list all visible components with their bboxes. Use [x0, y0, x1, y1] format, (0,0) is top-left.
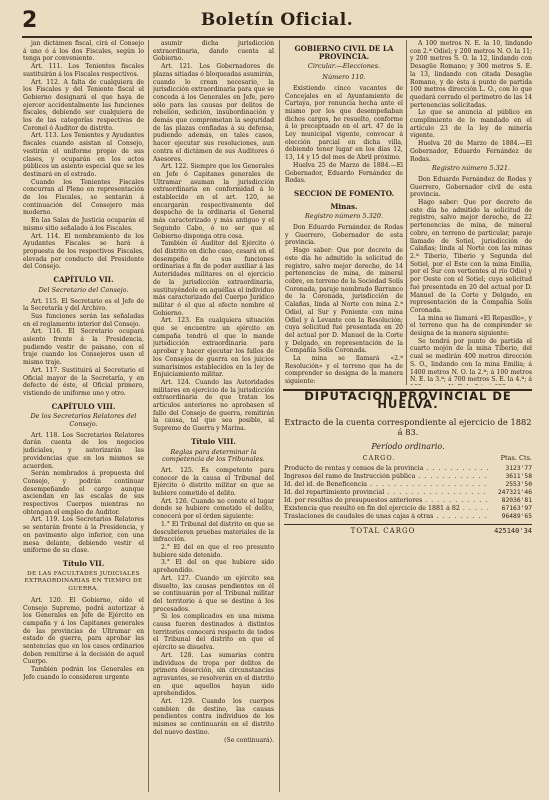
paragraph: Huelva 25 de Marzo de 1884.—El Gobernador, Eduardo Fernández de Rodas. — [285, 161, 403, 185]
column-4 — [410, 40, 532, 385]
period-label: Período ordinario. — [371, 442, 445, 451]
section-heading: Reglas para determinar la competencia de los Tribunales. — [162, 447, 265, 464]
paragraph: Art. 117. Sustituirá al Secretario el Oficial mayor de la Secretaría, y en defecto de éste, el Oficial primero, vistiendo de uniforme uno y otro. — [23, 366, 144, 397]
paragraph: Serán nombrados á propuesta del Consejo, y podrán continuar desempeñando el cargo aunque asciendan en las escalas de sus respectivos Cuerpos mientras no obtengan el empleo de Auditor. — [23, 470, 144, 516]
paragraph: Art. 126. Cuando no conste el lugar donde se hubiere cometido el delito, conocerá por el órden siguiente: — [153, 497, 274, 521]
account-row-amount: 3123'77 — [505, 465, 532, 472]
paragraph: Art. 122. Siempre que los Generales en Jefe ó Capitanes generales de Ultramar asuman la jurisdicción extraordinaria en conformidad á lo establecido en el art. 120, se encargarán respectivamente del despacho de la ordinaria el General más caracterizado y más antiguo y el Segundo Cabo, ó no ser que el Gobierno disponga otra cosa. — [153, 163, 274, 240]
section-heading: Registro número 5.320. — [304, 212, 384, 221]
paragraph: Art. 111. Los Tenientes fiscales sustituirán á los Fiscales respectivos. — [23, 63, 144, 78]
section-heading: CAPÍTULO VII. — [53, 275, 114, 285]
section-heading: DE LAS FACULTADES JUDICIALES EXTRAORDINARIAS EN TIEMPO DE GUERRA. — [24, 570, 143, 593]
account-row-amount: 82036'81 — [501, 497, 532, 504]
account-header — [284, 454, 532, 462]
account-row — [284, 481, 532, 489]
account-row-amount: 96489'65 — [501, 513, 532, 520]
section-heading: De los Secretarios Relatores del Consejo. — [30, 412, 137, 429]
header-rule — [22, 36, 532, 38]
column-2 — [153, 40, 274, 792]
account-row-label: Id. del id. de Beneficencia . . . — [284, 481, 488, 489]
account-rows — [284, 465, 532, 521]
account-row-amount: 67163'97 — [501, 505, 532, 512]
paragraph: Sus funciones serán las señaladas en el reglamento interior del Consejo. — [23, 312, 144, 328]
paragraph: Art. 112. A falta de cualquiera de los Fiscales y del Teniente fiscal el Gobierno designará el que haya de ejercer accidentalmente las funciones fiscales, debiendo ser cualquiera de los de las categorías respectivas de Coronel ó Auditor de distrito. — [23, 78, 144, 132]
paragraph: Hago saber: Que por decreto de este día he admitido la solicitud de registro, salvo mejor derecho, de 14 pertenencias de mina, de mineral cobre, en terreno de la Sociedad Solís Coronada, paraje nombrado Barranco de la Coronada, jurisdicción de Calañas, linda al Norte con mina 2.ª Odiel, al Sur y Poniente con mina Odiel y á Levante con la Resolución; cuya solicitud fué presentada en 20 del actual por D. Manuel de la Corte y Delgado, en representación de la Compañía Solís Coronada. — [285, 247, 403, 355]
publication-title: Boletín Oficial. — [200, 10, 354, 30]
column-divider — [279, 40, 280, 792]
paragraph: Cuando los Tenientes Fiscales concurran al Pleno en representación de los Fiscales, se sentarán á continuación del Consejero más moderno. — [23, 178, 144, 217]
account-row — [284, 489, 532, 497]
account-row — [284, 473, 532, 481]
paragraph: Art. 115. El Secretario es el Jefe de la Secretaría y del Archivo. — [23, 297, 144, 313]
paragraph: Huelva 20 de Marzo de 1884.—El Gobernador, Eduardo Fernández de Rodas. — [410, 140, 532, 163]
total-row — [284, 524, 532, 535]
account-row-label: Id. por resultas de presupuestos anteriores . . . — [284, 497, 488, 505]
account-row — [284, 505, 532, 513]
paragraph: Art. 128. Las sumarias contra individuos de tropa por delitos de primera deserción, sin circunstancias agravantes, se resolverán en el distrito en que aquellos hayan sido aprehendidos. — [153, 651, 274, 698]
paragraph: Art. 127. Cuando un ejército sea disuelto, las causas pendientes en él se continuarán por el Tribunal militar del territorio á que se destine á los procesados. — [153, 574, 274, 613]
paragraph: Art. 113. Los Tenientes y Ayudantes fiscales cuando asistan al Consejo, vestirán el uniforme propio de sus clases, y ocuparán en los actos públicos un asiento especial que se les destinará en el estrado. — [23, 132, 144, 178]
paragraph: Lo que se anuncia al público en cumplimiento de lo mandado en el artículo 23 de la ley de minería vigente. — [410, 109, 532, 140]
paragraph: Si los complicados en una misma causa fueren destinados á distintos territorios conocerá respecto de todos el Tribunal del distrito en que el ejército se disuelva. — [153, 613, 274, 652]
paragraph: Art. 116. El Secretario ocupará asiento frente á la Presidencia, pudiendo vestir de paisano, con el traje cuando los Consejeros usen el mismo traje. — [23, 328, 144, 367]
paragraph: Art. 125. Es competente para conocer de la causa el Tribunal del Ejército ó distrito militar en que se hubiere cometido el delito. — [153, 466, 274, 498]
paragraph: También podrán los Generales en Jefe cuando lo consideren urgente — [23, 666, 144, 681]
column-1 — [23, 40, 144, 792]
cargo-label: CARGO. — [362, 454, 396, 462]
account-row-label: Id. del repartimiento provincial . . . — [284, 489, 488, 497]
paragraph: Art. 119. Los Secretarios Relatores se sentarán frente á la Presidencia, y en pavimento algo inferior, con una mesa delante, debiendo vestir el uniforme de su clase. — [23, 516, 144, 555]
account-row — [284, 497, 532, 505]
paragraph: Don Eduardo Fernández de Rodas y Guerrero, Gobernador civil de esta provincia. — [410, 175, 532, 199]
paragraph: asumir dicha jurisdicción extraordinaria, dando cuenta al Gobierno. — [153, 40, 274, 63]
paragraph: 2.° El del en que el reo presunto hubiere sido detenido. — [153, 544, 274, 559]
account-row-label: Traslaciones de caudales de unas cajas á otras . . . — [284, 513, 488, 521]
paragraph: Art. 129. Cuando los cuerpos cambien de destino, las causas pendientes contra individuos de los mismos se continuarán en el distrito del nuevo destino. — [153, 698, 274, 736]
account-row-amount: 2553'50 — [505, 481, 532, 488]
section-heading: Registro número 5.321. — [431, 164, 511, 173]
account-row-label: Existencia que resultó en fin del ejercicio de 1881 á 82 . . . — [284, 505, 488, 513]
page-number: 2 — [22, 8, 38, 33]
column-divider — [148, 40, 149, 792]
total-label: TOTAL CARGO — [350, 527, 416, 535]
section-heading: Minas. — [330, 201, 358, 211]
paragraph: Art. 118. Los Secretarios Relatores darán cuenta de los negocios judiciales, y autorizarán las providencias que en los mismos se acuerden. — [23, 431, 144, 470]
diputacion-title: DIPUTACION PROVINCIAL DE HUELVA. — [304, 389, 512, 411]
paragraph: También el Auditor del Ejército ó del distrito en dicho caso, cesará en el desempeño de sus funciones ordinarias á fin de poder auxiliar á las Autoridades militares en el ejercicio de la jurisdicción extraordinaria, sustituyéndole en aquéllas el individuo más caracterizado del Cuerpo Jurídico militar ó el que al efecto nombre el Gobierno. — [153, 240, 274, 317]
paragraph: Art. 114. El nombramiento de los Ayudantes Fiscales se hará á propuesta de los respectivos Fiscales, elevada por conducto del Presidente del Consejo. — [23, 232, 144, 271]
account-row-amount: 247321'46 — [497, 489, 532, 496]
account-row — [284, 513, 532, 521]
amount-label: Ptas. Cts. — [500, 454, 532, 462]
section-heading: Del Secretario del Consejo. — [38, 285, 129, 294]
section-heading: GOBIERNO CIVIL DE LA PROVINCIA. — [294, 44, 394, 61]
section-heading: CAPÍTULO VIII. — [51, 401, 116, 411]
section-heading: Número 110. — [322, 73, 366, 82]
paragraph: Art. 120. El Gobierno, oído el Consejo Supremo, podrá autorizar á los Generales en Jefe de Ejército en campaña y á los Capitanes generales de las provincias de Ultramar en estado de guerra, para aprobar las sentencias que en los casos ordinarios deben remitirse á la decisión de aquel Cuerpo. — [23, 596, 144, 666]
account-row-label: Producto de rentas y censos de la provincia . . . — [284, 465, 488, 473]
column-3 — [285, 40, 403, 385]
account-row — [284, 465, 532, 473]
paragraph: 3.° El del en que hubiere sido aprehendido. — [153, 559, 274, 575]
account-row-label: Ingresos del ramo de Instrucción pública . . . — [284, 473, 488, 481]
paragraph: La mina se llamará «El Repasillo», y el terreno que ha de comprender se designa de la manera siguiente: — [410, 314, 532, 338]
signature-line: (Se continuará). — [224, 736, 274, 744]
paragraph: En las Salas de Justicia ocuparán el mismo sitio señalado á los Fiscales. — [23, 217, 144, 232]
paragraph: Se tendrá por punto de partida el cuarto mojón de la mina Tiberio, del cual se medirán 400 metros dirección S. O., lindando con la mina Emilia; á 1400 metros N. O. la 2.ª; á 100 metros N. E. la 3.ª; á 700 metros S. E. la 4.ª; á — [410, 337, 532, 384]
paragraph: Existiendo cinco vacantes de Concejales en el Ayuntamiento de Cartaya, por renuncia hecha ante el mismo por los que desempeñaban dichos cargos, he resuelto, conforme á lo preceptuado en el art. 47 de la Ley municipal vigente, convocar á elección parcial en dicha villa, debiendo tener lugar en los días 12, 13, 14 y 15 del mes de Abril próximo. — [285, 84, 403, 162]
section-heading: Circular.—Elecciones. — [307, 62, 381, 71]
paragraph: Art. 121. Los Gobernadores de plazas sitiadas ó bloqueadas asumirán, cuando lo crean necesario, la jurisdicción extraordinaria para que se conceda á los Generales en Jefe, pero sólo para las causas por delitos de rebelión, sedición, insubordinación y demás que comprometan la seguridad de las plazas confiadas á su defensa, pudiendo además, en tales casos, hacer ejecutar sus resoluciones, aun contra el dictámen de sus Auditores ó Asesores. — [153, 63, 274, 163]
column-divider — [406, 40, 407, 385]
total-amount: 425140'34 — [494, 527, 532, 535]
paragraph: Hago saber: Que por decreto de este día he admitido la solicitud de registro, salvo mejor derecho, de 22 pertenencias de mina, de mineral cobre, en terreno de particular, paraje llamado de Sotiel, jurisdicción de Calañas; linda al Norte con las minas 2.ª Tiberio, Tiberio y Segunda del Sotiel, por el Este con la mina Emilia, por el Sur con vertientes al río Odiel y por Oeste con el Sotiel; cuya solicitud fué presentada en 20 del actual por D. Manuel de la Corte y Delgado, en representación de la Compañía Solís Coronada. — [410, 199, 532, 314]
diputacion-section — [284, 390, 532, 535]
paragraph: Don Eduardo Fernández de Rodas y Guerrero, Gobernador de esta provincia. — [285, 224, 403, 247]
paragraph: La mina se llamará «2.ª Resolución» y el terreno que ha de comprender se designa de la manera siguiente: — [285, 355, 403, 385]
section-heading: Título VIII. — [191, 436, 236, 446]
section-heading: SECCION DE FOMENTO. — [293, 188, 395, 198]
paragraph: A 100 metros N. E. la 10, lindando con 2.ª Odiel; y 200 metros N. O. la 11; y 200 metros S. O. la 12, lindando con Desagüe Romano; y 300 metros S. E. la 13, lindando con citada Desagüe Romano, y de ésta á punto de partida 100 metros dirección L. O., con lo que quedará cerrado el perímetro de las 14 pertenencias solicitadas. — [410, 40, 532, 109]
account-row-amount: 3611'58 — [505, 473, 532, 480]
page-header — [22, 8, 532, 36]
paragraph: Art. 124. Cuando las Autoridades militares en ejercicio de la jurisdicción extraordinaria de que tratan los artículos anteriores no aprobasen el fallo del Consejo de guerra, remitirán la causa, tal que sea posible, al Supremo de Guerra y Marina. — [153, 378, 274, 433]
paragraph: 1.° El Tribunal del distrito en que se descubrieren pruebas materiales de la infracción. — [153, 520, 274, 544]
section-heading: Título VII. — [62, 559, 105, 568]
paragraph: jan dictámen fiscal, cirá el Consejo á uno ó á los dos Fiscales, según lo tenga por conveniente. — [23, 40, 144, 63]
diputacion-subtitle: Extracto de la cuenta correspondiente al ejercicio de 1882 á 83. — [284, 417, 532, 437]
paragraph: Art. 123. En cualquiera situación que se encuentre un ejército en campaña tendrá el que lo mande jurisdicción extraordinaria para aprobar y hacer ejecutar los fallos de los Consejos de guerra en los juicios sumarísimos establecidos en la ley de Enjuiciamiento militar. — [153, 317, 274, 379]
